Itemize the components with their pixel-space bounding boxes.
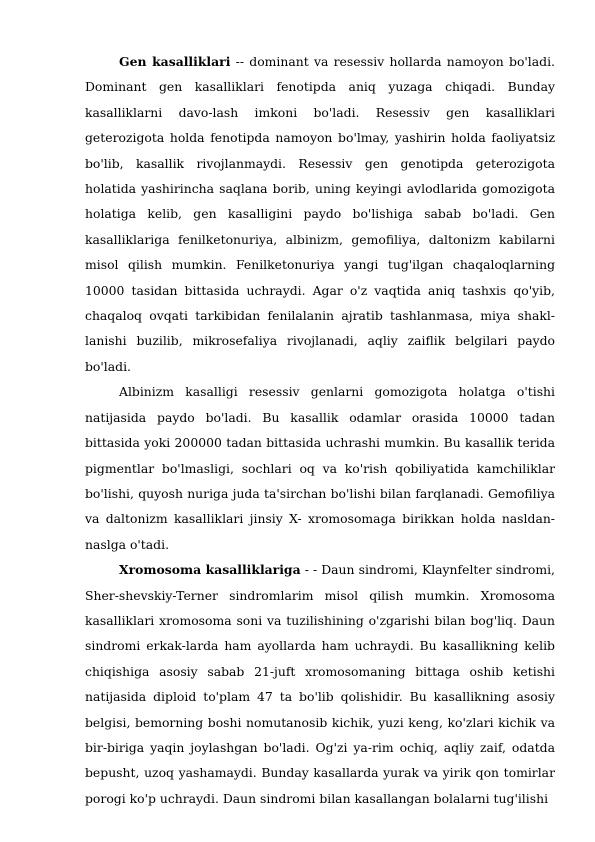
paragraph-text: -- dominant va resessiv hollarda namoyon bo'ladi. Dominant gen kasalliklari fenotipda aniq yuzaga chiqadi. Bunday kasalliklarni davo-lash imkoni bo'ladi. Resessiv gen kasalliklari geterozigota holda fenotipda namoyon bo'lmay, yashirin holda faoliyatsiz bo'lib, kasallik rivojlanmaydi. Resessiv gen genotipda geterozigota holatida yashirincha saqlana borib, uning keyingi avlodlarida gomozigota holatiga kelib, gen kasalligini paydo bo'lishiga sabab bo'ladi. Gen kasalliklariga fenilketonuriya, albinizm, gemofiliya, daltonizm kabilarni misol qilish mumkin. Fenilketonuriya yangi tug'ilgan chaqaloqlarning 10000 tasidan bittasida uchraydi. Agar o'z vaqtida aniq tashxis qo'yib, chaqaloq ovqati tarkibidan fenilalanin ajratib tashlanmasa, miya shakl-lanishi buzilib, mikrosefaliya rivojlanadi, aqliy zaiflik belgilari paydo bo'ladi. bbox=[85, 54, 555, 374]
term-chromosome-diseases: Xromosoma kasalliklariga bbox=[119, 562, 301, 578]
paragraph-gene-diseases bbox=[85, 49, 555, 379]
text-block bbox=[85, 0, 555, 811]
paragraph-chromosome-diseases bbox=[85, 557, 555, 811]
paragraph-text: - - Daun sindromi, Klaynfelter sindromi, Sher-shevskiy-Terner sindromlarim misol qilish mumkin. Xromosoma kasalliklari xromosoma soni va tuzilishining o'zgarishi bilan bog'liq. Daun sindromi erkak-larda ham ayollarda ham uchraydi. Bu kasallikning kelib chiqishiga asosiy sabab 21-juft xromosomaning bittaga oshib ketishi natijasida diploid to'plam 47 ta bo'lib qolishidir. Bu kasallikning asosiy belgisi, bemorning boshi nomutanosib kichik, yuzi keng, ko'zlari kichik va bir-biriga yaqin joylashgan bo'ladi. Og'zi ya-rim ochiq, aqliy zaif, odatda bepusht, uzoq yashamaydi. Bunday kasallarda yurak va yirik qon tomirlar porogi ko'p uchraydi. Daun sindromi bilan kasallangan bolalarni tug'ilishi bbox=[85, 562, 555, 806]
paragraph-albinism bbox=[85, 379, 555, 557]
paragraph-text: Albinizm kasalligi resessiv genlarni gomozigota holatga o'tishi natijasida paydo bo'ladi. Bu kasallik odamlar orasida 10000 tadan bittasida yoki 200000 tadan bittasida uchrashi mumkin. Bu kasallik terida pigmentlar bo'lmasligi, sochlari oq va ko'rish qobiliyatida kamchiliklar bo'lishi, quyosh nuriga juda ta'sirchan bo'lishi bilan farqlanadi. Gemofiliya va daltonizm kasalliklari jinsiy X- xromosomaga birikkan holda nasldan-naslga o'tadi. bbox=[85, 384, 555, 552]
term-gene-diseases: Gen kasalliklari bbox=[119, 54, 231, 69]
